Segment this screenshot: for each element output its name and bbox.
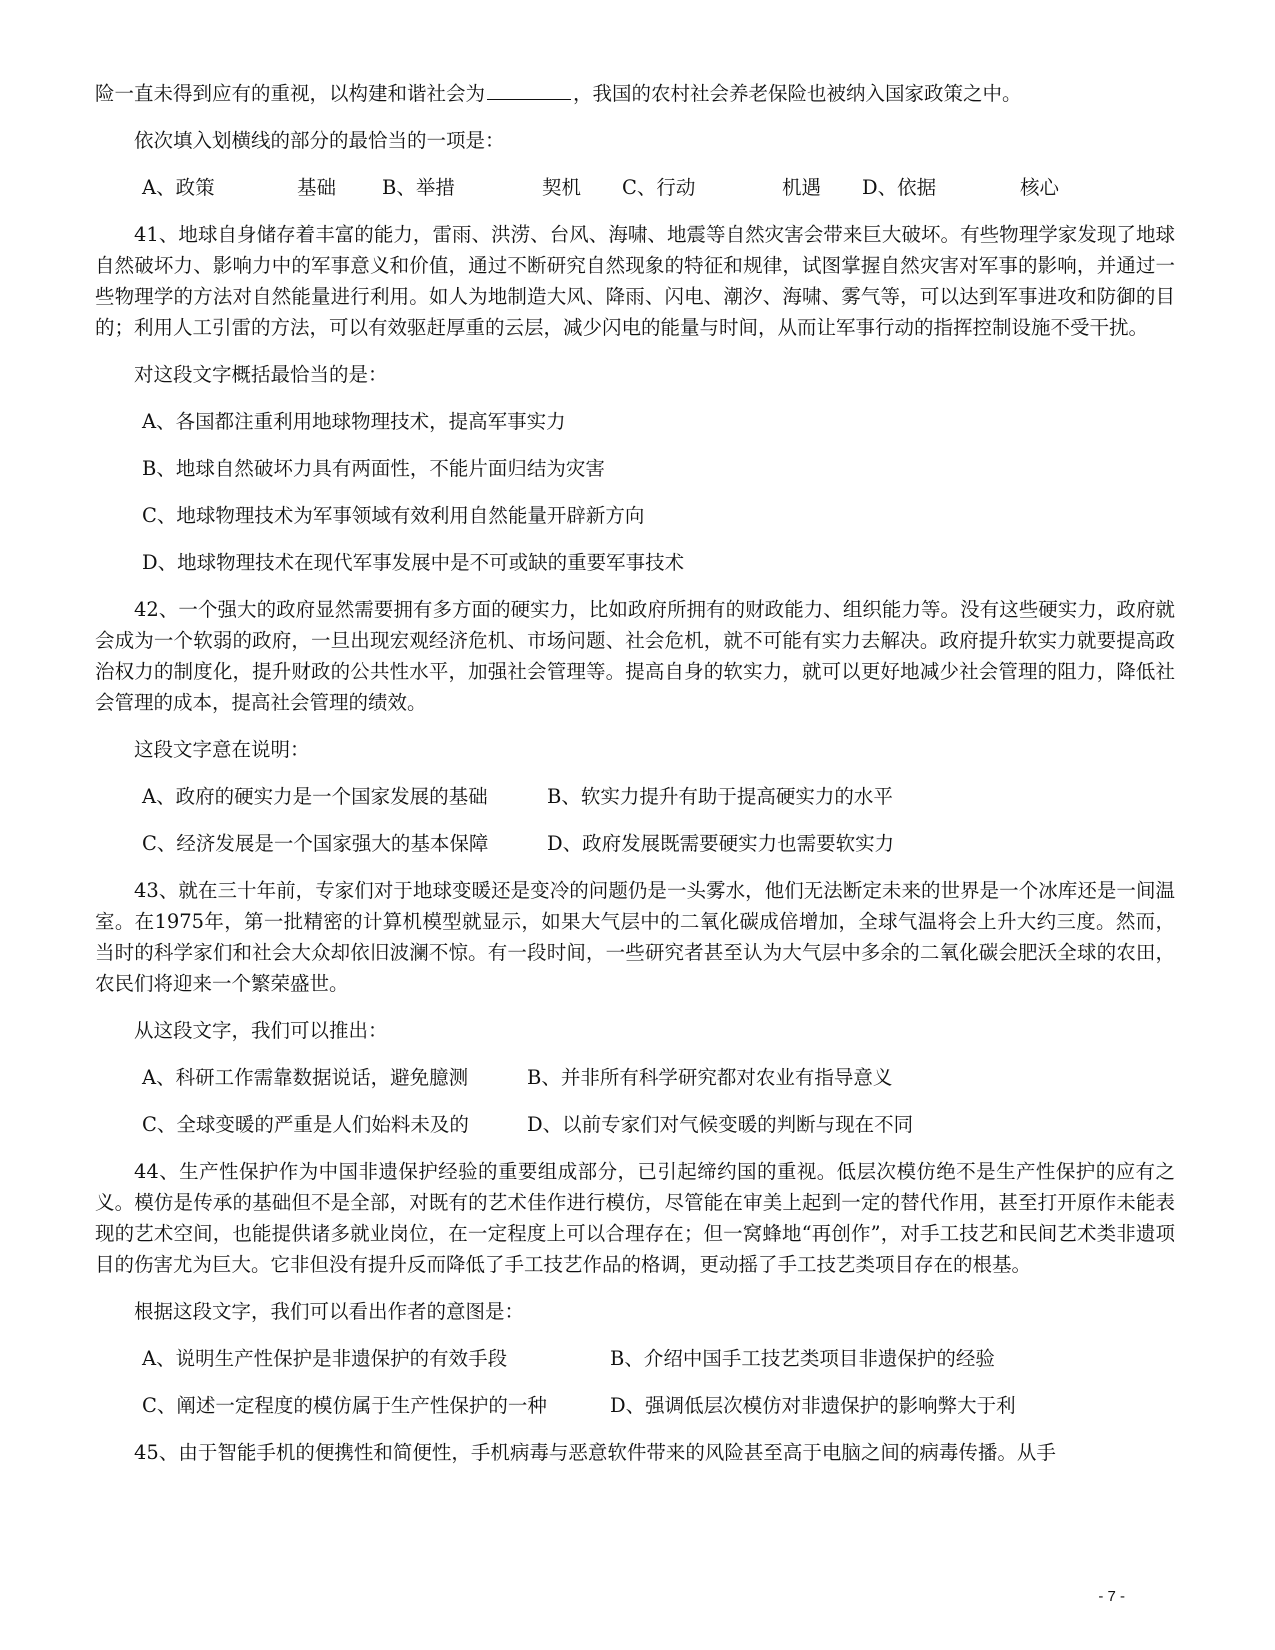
q44-text: 44、生产性保护作为中国非遗保护经验的重要组成部分，已引起缔约国的重视。低层次模仿绝不是生产性保护的应有之义。模仿是传承的基础但不是全部，对既有的艺术佳作进行模仿，尽管能在审美上起到一定的替代作用，甚至打开原作未能表现的艺术空间，也能提供诸多就业岗位，在一定程度上可以合理存在；但一窝蜂地“再创作”，对手工技艺和民间艺术类非遗项目的伤害尤为巨大。它非但没有提升反而降低了手工技艺作品的格调，更动摇了手工技艺类项目存在的根基。 [95,1160,1175,1276]
q43-option-d: D、以前专家们对气候变暖的判断与现在不同 [527,1113,914,1136]
q43-options-row2 [95,1109,1175,1140]
q41-prompt: 对这段文字概括最恰当的是： [134,363,388,386]
option-c: C、行动 机遇 [622,176,822,199]
page-number: - 7 - [1098,1588,1125,1605]
q43-prompt: 从这段文字，我们可以推出： [134,1019,388,1042]
carry-over-line: 险一直未得到应有的重视，以构建和谐社会为 ，我国的农村社会养老保险也被纳入国家政策之中。 [95,82,1022,105]
option-b: B、举措 契机 [382,176,582,199]
q40-options [95,172,1175,203]
q42-option-b: B、软实力提升有助于提高硬实力的水平 [547,785,893,808]
q42-prompt: 这段文字意在说明： [134,738,310,761]
q45-text: 45、由于智能手机的便携性和简便性，手机病毒与恶意软件带来的风险甚至高于电脑之间的病毒传播。从手 [134,1441,1056,1464]
q44-option-a: A、说明生产性保护是非遗保护的有效手段 [142,1347,508,1370]
q41-text: 41、地球自身储存着丰富的能力，雷雨、洪涝、台风、海啸、地震等自然灾害会带来巨大破坏。有些物理学家发现了地球自然破坏力、影响力中的军事意义和价值，通过不断研究自然现象的特征和规律，试图掌握自然灾害对军事的影响，并通过一些物理学的方法对自然能量进行利用。如人为地制造大风、降雨、闪电、潮汐、海啸、雾气等，可以达到军事进攻和防御的目的；利用人工引雷的方法，可以有效驱赶厚重的云层，减少闪电的能量与时间，从而让军事行动的指挥控制设施不受干扰。 [95,223,1175,339]
q41-option-a: A、各国都注重利用地球物理技术，提高军事实力 [142,410,566,433]
q43-option-a: A、科研工作需靠数据说话，避免臆测 [142,1066,469,1089]
q42-option-a: A、政府的硬实力是一个国家发展的基础 [142,785,488,808]
q42-option-d: D、政府发展既需要硬实力也需要软实力 [547,832,895,855]
q43-option-c: C、全球变暖的严重是人们始料未及的 [142,1113,469,1136]
fill-blank [487,81,571,100]
q42-options-row2 [95,828,1175,859]
q41-option-c: C、地球物理技术为军事领域有效利用自然能量开辟新方向 [142,504,645,527]
document-page [95,78,1175,1468]
q44-options-row1 [95,1343,1175,1374]
q42-text: 42、一个强大的政府显然需要拥有多方面的硬实力，比如政府所拥有的财政能力、组织能力等。没有这些硬实力，政府就会成为一个软弱的政府，一旦出现宏观经济危机、市场问题、社会危机，就不可能有实力去解决。政府提升软实力就要提高政治权力的制度化，提升财政的公共性水平，加强社会管理等。提高自身的软实力，就可以更好地减少社会管理的阻力，降低社会管理的成本，提高社会管理的绩效。 [95,598,1175,714]
option-d: D、依据 核心 [862,176,1060,199]
q43-options-row1 [95,1062,1175,1093]
q41-option-d: D、地球物理技术在现代军事发展中是不可或缺的重要军事技术 [142,551,685,574]
q44-option-b: B、介绍中国手工技艺类项目非遗保护的经验 [610,1347,995,1370]
q41-option-b: B、地球自然破坏力具有两面性，不能片面归结为灾害 [142,457,605,480]
q44-options-row2 [95,1390,1175,1421]
q40-prompt: 依次填入划横线的部分的最恰当的一项是： [134,129,505,152]
q44-option-d: D、强调低层次模仿对非遗保护的影响弊大于利 [610,1394,1016,1417]
q42-options-row1 [95,781,1175,812]
q44-prompt: 根据这段文字，我们可以看出作者的意图是： [134,1300,525,1323]
option-a: A、政策 基础 [142,176,337,199]
q43-option-b: B、并非所有科学研究都对农业有指导意义 [527,1066,893,1089]
q44-option-c: C、阐述一定程度的模仿属于生产性保护的一种 [142,1394,547,1417]
q42-option-c: C、经济发展是一个国家强大的基本保障 [142,832,489,855]
q43-text: 43、就在三十年前，专家们对于地球变暖还是变冷的问题仍是一头雾水，他们无法断定未来的世界是一个冰库还是一间温室。在1975年，第一批精密的计算机模型就显示，如果大气层中的二氧化碳成倍增加，全球气温将会上升大约三度。然而，当时的科学家们和社会大众却依旧波澜不惊。有一段时间，一些研究者甚至认为大气层中多余的二氧化碳会肥沃全球的农田，农民们将迎来一个繁荣盛世。 [95,879,1175,995]
